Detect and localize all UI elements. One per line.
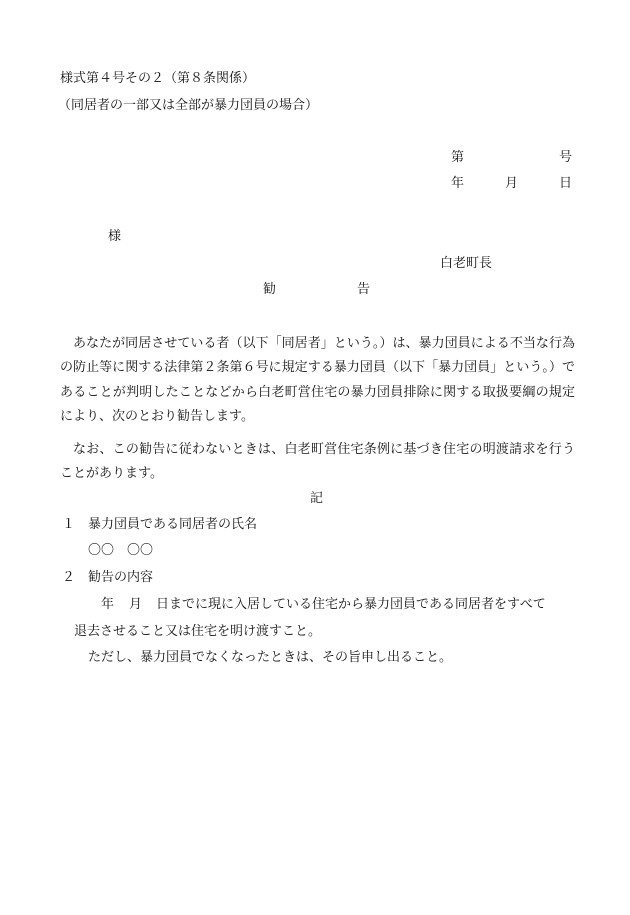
item-2-heading: 勧告の内容	[88, 570, 154, 585]
item-2-date-year: 年	[101, 597, 115, 612]
form-number: 様式第４号その２（第８条関係）	[60, 71, 256, 86]
item-2-content-line2: 退去させること又は住宅を明け渡すこと。	[74, 624, 322, 639]
document-title-char2: 告	[357, 282, 371, 297]
item-1-number: １	[62, 517, 76, 532]
date-day-label: 日	[559, 176, 573, 191]
item-2-date-month: 月	[129, 597, 143, 612]
addressee-suffix: 様	[108, 229, 122, 244]
doc-number-suffix: 号	[559, 150, 573, 165]
date-year-label: 年	[451, 176, 465, 191]
body-paragraph-2: なお、この勧告に従わないときは、白老町営住宅条例に基づき住宅の明渡請求を行うことがあります。	[60, 442, 575, 482]
notes-label: 記	[310, 491, 324, 506]
date-month-label: 月	[505, 176, 519, 191]
item-2-proviso: ただし、暴力団員でなくなったときは、その旨申し出ること。	[88, 650, 453, 665]
issuer-title: 白老町長	[440, 256, 493, 271]
document-title-char1: 勧	[263, 282, 277, 297]
item-2-content-line1: 日までに現に入居している住宅から暴力団員である同居者をすべて	[156, 597, 546, 612]
item-1-name-value: 〇〇 〇〇	[88, 543, 154, 558]
item-2-number: ２	[62, 570, 76, 585]
item-1-heading: 暴力団員である同居者の氏名	[88, 517, 258, 532]
form-subtitle: （同居者の一部又は全部が暴力団員の場合）	[58, 98, 319, 113]
body-paragraph-1: あなたが同居させている者（以下「同居者」という。）は、暴力団員による不当な行為の防止等に関する法律第２条第６号に規定する暴力団員（以下「暴力団員」という。）であることが判明したことなどから白老町営住宅の暴力団員排除に関する取扱要綱の規定により、次のとおり勧告します。	[60, 336, 575, 424]
doc-number-prefix: 第	[451, 150, 465, 165]
